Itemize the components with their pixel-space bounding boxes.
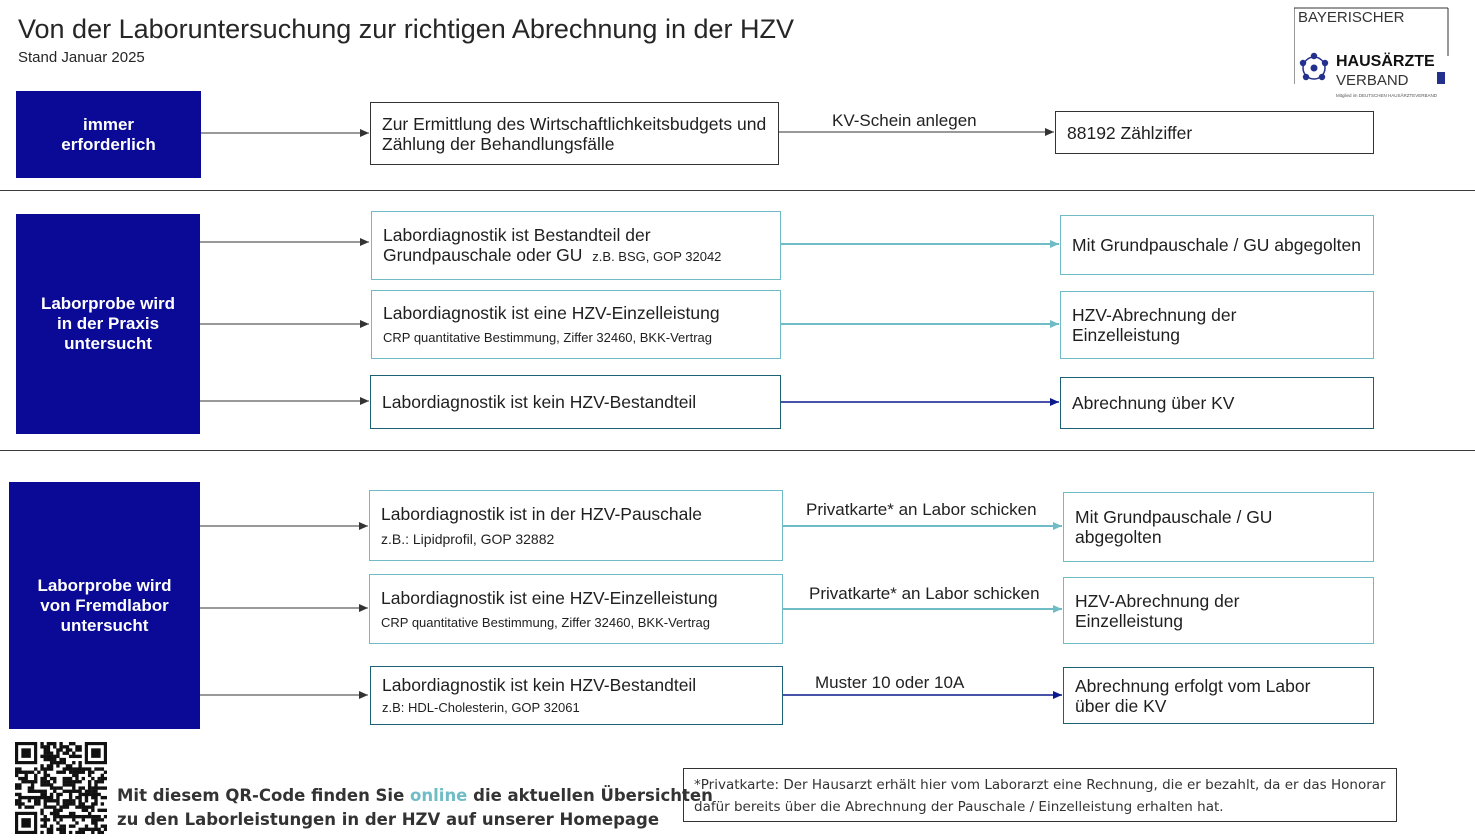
footnote-text: *Privatkarte: Der Hausarzt erhält hier vom Laborarzt eine Rechnung, die er bezahlt, da er das Honorar dafür bereits über die Abrechnung der Pauschale / Einzelleistung erhalten hat. — [694, 777, 1386, 815]
diagnostic-main-text: Labordiagnostik ist kein HZV-Bestandteil — [382, 392, 697, 412]
privatkarte-footnote — [683, 768, 1397, 822]
category-label: Laborprobe wird von Fremdlabor untersucht — [37, 575, 172, 635]
qr-code-graphic — [15, 742, 107, 834]
arrow-label: Muster 10 oder 10A — [815, 673, 965, 692]
footer-qr-text — [117, 784, 713, 832]
diagnostic-box — [371, 290, 781, 359]
page-subtitle: Stand Januar 2025 — [18, 49, 145, 66]
diagnostic-example-text: z.B: HDL-Cholesterin, GOP 32061 — [382, 700, 580, 715]
diagnostic-box — [370, 375, 781, 429]
diagnostic-box — [369, 490, 783, 561]
logo-line1: BAYERISCHER — [1298, 9, 1405, 26]
result-box — [1060, 377, 1374, 429]
budget-box-text: Zur Ermittlung des Wirtschaftlichkeitsbudgets und Zählung der Behandlungsfälle — [382, 113, 767, 154]
logo-tagline: Mitglied im DEUTSCHEN HAUSÄRZTEVERBAND — [1336, 93, 1438, 98]
footer-text-line2: zu den Laborleistungen in der HZV auf unserer Homepage — [117, 810, 660, 829]
diagnostic-box — [370, 666, 783, 725]
diagnostic-main-text: Labordiagnostik ist eine HZV-Einzelleistung — [383, 303, 720, 323]
arrow-label: Privatkarte* an Labor schicken — [809, 584, 1040, 603]
result-text: 88192 Zählziffer — [1067, 122, 1193, 143]
result-box — [1060, 291, 1374, 359]
category-label: immer erforderlich — [61, 114, 156, 154]
result-box — [1060, 215, 1374, 275]
diagnostic-example-text: CRP quantitative Bestimmung, Ziffer 32460, BKK-Vertrag — [381, 614, 711, 630]
category-box-in-practice — [16, 214, 200, 434]
arrow-label-kv-schein: KV-Schein anlegen — [832, 111, 977, 130]
arrow-label: Privatkarte* an Labor schicken — [806, 500, 1037, 519]
diagnostic-example-text: z.B. BSG, GOP 32042 — [592, 248, 722, 264]
section-divider — [0, 190, 1475, 191]
category-box-external-lab — [9, 482, 200, 729]
result-text: Mit Grundpauschale / GU abgegolten — [1072, 235, 1361, 255]
result-box-zaehlziffer — [1055, 111, 1374, 154]
diagnostic-box — [369, 574, 783, 644]
category-box-always — [16, 91, 201, 178]
result-text: Abrechnung erfolgt vom Labor über die KV — [1075, 675, 1311, 716]
diagnostic-main-text: Labordiagnostik ist Bestandteil der Grundpauschale oder GU — [383, 224, 651, 265]
result-text: Abrechnung über KV — [1072, 393, 1235, 413]
diagnostic-example-text: z.B.: Lipidprofil, GOP 32882 — [381, 531, 555, 547]
result-box — [1063, 667, 1374, 724]
result-box — [1063, 577, 1374, 644]
result-text: Mit Grundpauschale / GU abgegolten — [1075, 507, 1273, 547]
category-label: Laborprobe wird in der Praxis untersucht — [40, 294, 176, 353]
diagnostic-box — [371, 211, 781, 280]
diagnostic-example-text: CRP quantitative Bestimmung, Ziffer 32460, BKK-Vertrag — [383, 330, 713, 345]
result-text: HZV-Abrechnung der Einzelleistung — [1072, 305, 1237, 345]
footer-text-after: die aktuellen Übersichten — [473, 786, 713, 805]
budget-box — [370, 102, 779, 165]
online-link[interactable]: online — [410, 786, 468, 805]
diagnostic-main-text: Labordiagnostik ist eine HZV-Einzelleistung — [381, 587, 718, 608]
logo-line2: HAUSÄRZTE — [1336, 53, 1435, 70]
section-divider — [0, 450, 1475, 451]
logo-line3: VERBAND — [1336, 72, 1409, 89]
result-text: HZV-Abrechnung der Einzelleistung — [1075, 590, 1240, 631]
qr-code-icon[interactable] — [15, 742, 107, 834]
footer-text-before: Mit diesem QR-Code finden Sie — [117, 786, 405, 805]
diagnostic-main-text: Labordiagnostik ist kein HZV-Bestandteil — [382, 675, 697, 695]
page-title: Von der Laboruntersuchung zur richtigen Abrechnung in der HZV — [18, 14, 794, 44]
diagnostic-main-text: Labordiagnostik ist in der HZV-Pauschale — [381, 504, 703, 524]
result-box — [1063, 492, 1374, 562]
